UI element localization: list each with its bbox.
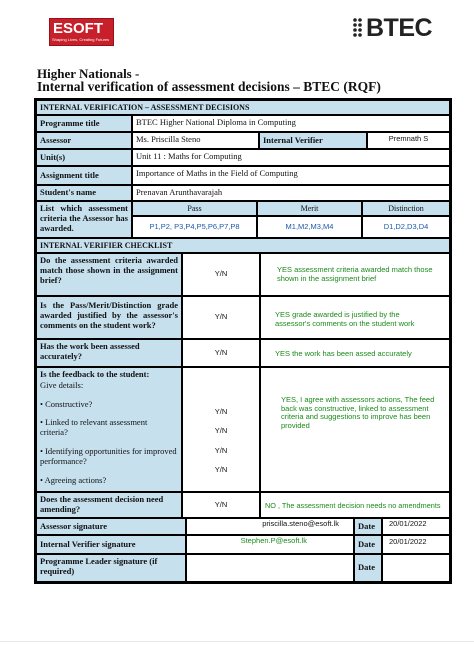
esoft-logo — [49, 18, 114, 46]
date-value-3 — [382, 554, 450, 582]
internal-verifier-label: Internal Verifier — [259, 132, 367, 149]
q5-yn: Y/N — [182, 492, 260, 518]
q4-bullet-linked: • Linked to relevant assessment criteria? — [40, 417, 148, 438]
btec-logo-text: BTEC — [366, 14, 433, 42]
date-value-2: 20/01/2022 — [382, 535, 450, 554]
page-title-line2: Internal verification of assessment decisions – BTEC (RQF) — [37, 79, 381, 94]
distinction-value: D1,D2,D3,D4 — [362, 216, 450, 238]
question-assessed-accurately: Has the work been assessed accurately? — [36, 339, 182, 367]
q3-yn: Y/N — [182, 339, 260, 367]
iv-signature-label: Internal Verifier signature — [36, 535, 186, 554]
q4-give-details: Give details: — [40, 379, 84, 390]
esoft-logo-text: ESOFT — [53, 20, 104, 37]
q4-bullet-constructive: • Constructive? — [40, 398, 93, 409]
q4-bullet-agreeing: • Agreeing actions? — [40, 475, 107, 486]
assessor-value: Ms. Priscilla Steno — [132, 132, 259, 149]
page-bottom-divider — [0, 641, 474, 642]
question-feedback — [36, 367, 182, 492]
q5-answer: NO , The assessment decision needs no amendments — [260, 492, 450, 518]
q4-bullet-opportunities: • Identifying opportunities for improved performance? — [40, 445, 177, 466]
question-grade-justified: Is the Pass/Merit/Distinction grade awarded justified by the assessor's comments on the student work? — [36, 296, 182, 339]
question-criteria-match: Do the assessment criteria awarded match those shown in the assignment brief? — [36, 253, 182, 296]
section2-title: INTERNAL VERIFIER CHECKLIST — [36, 238, 450, 253]
merit-header: Merit — [257, 201, 362, 216]
btec-logo — [352, 14, 444, 42]
q2-yn: Y/N — [182, 296, 260, 339]
student-name-value: Prenavan Arunthavarajah — [132, 185, 450, 201]
assessor-signature-value: priscilla.steno@esoft.lk — [186, 518, 354, 535]
programme-leader-signature-label: Programme Leader signature (if required) — [36, 554, 186, 582]
date-label-2: Date — [354, 535, 382, 554]
programme-leader-signature-value — [186, 554, 354, 582]
q4-title: Is the feedback to the student: — [40, 369, 150, 379]
question-decision-amending: Does the assessment decision need amending? — [36, 492, 182, 518]
page-title-line1: Higher Nationals - — [37, 66, 140, 81]
q4-yn-3: Y/N — [214, 446, 228, 455]
q4-yn-column — [182, 367, 260, 492]
programme-title-label: Programme title — [36, 115, 132, 132]
section1-title: INTERNAL VERIFICATION – ASSESSMENT DECISIONS — [36, 100, 450, 115]
q3-answer: YES the work has been assed accurately — [260, 339, 450, 367]
q4-answer: YES, I agree with assessors actions, The feed back was constructive, linked to assessment criteria and suggestions to improve has been provided — [260, 367, 450, 492]
pass-header: Pass — [132, 201, 257, 216]
merit-value: M1,M2,M3,M4 — [257, 216, 362, 238]
distinction-header: Distinction — [362, 201, 450, 216]
programme-title-value: BTEC Higher National Diploma in Computing — [132, 115, 450, 132]
assessor-label: Assessor — [36, 132, 132, 149]
assessor-signature-label: Assessor signature — [36, 518, 186, 535]
date-value-1: 20/01/2022 — [382, 518, 450, 535]
btec-dots-icon — [352, 16, 366, 40]
q1-answer: YES assessment criteria awarded match those shown in the assignment brief — [260, 253, 450, 296]
q2-answer: YES grade awarded is justified by the assessor's comments on the student work — [260, 296, 450, 339]
assignment-title-value: Importance of Maths in the Field of Computing — [132, 166, 450, 185]
student-name-label: Student's name — [36, 185, 132, 201]
q4-yn-1: Y/N — [214, 407, 228, 416]
esoft-tagline: Shaping Lives, Creating Futures — [52, 37, 110, 42]
internal-verifier-value: Premnath S — [367, 132, 450, 149]
date-label-1: Date — [354, 518, 382, 535]
date-label-3: Date — [354, 554, 382, 582]
pass-value: P1,P2, P3,P4,P5,P6,P7,P8 — [132, 216, 257, 238]
units-value: Unit 11 : Maths for Computing — [132, 149, 450, 166]
q1-yn: Y/N — [182, 253, 260, 296]
criteria-label: List which assessment criteria the Assessor has awarded. — [36, 201, 132, 238]
units-label: Unit(s) — [36, 149, 132, 166]
verification-form — [34, 98, 452, 584]
q4-yn-4: Y/N — [214, 465, 228, 474]
assignment-title-label: Assignment title — [36, 166, 132, 185]
iv-signature-value: Stephen.P@esoft.lk — [186, 535, 354, 554]
q4-yn-2: Y/N — [214, 426, 228, 435]
